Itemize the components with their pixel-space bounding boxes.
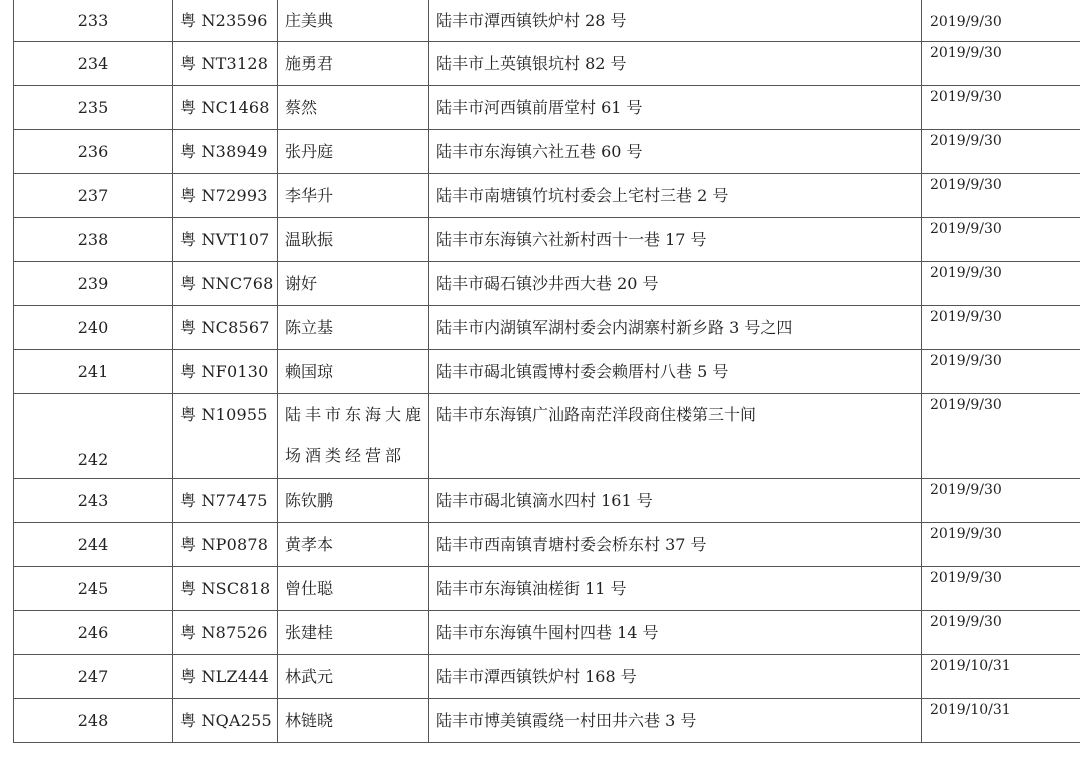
registration-table-sheet [13, 0, 1072, 743]
table-row [14, 611, 1080, 655]
owner-name: 陆丰市东海大鹿场酒类经营部 [278, 394, 429, 479]
owner-address: 陆丰市东海镇油槎街 11 号 [429, 567, 922, 611]
plate-number: 粤 N77475 [173, 479, 278, 523]
owner-address: 陆丰市内湖镇军湖村委会内湖寨村新乡路 3 号之四 [429, 306, 922, 350]
row-number: 236 [14, 130, 173, 174]
row-number: 239 [14, 262, 173, 306]
owner-name: 林链晓 [278, 699, 429, 743]
record-date: 2019/9/30 [922, 567, 1080, 611]
record-date: 2019/10/31 [922, 699, 1080, 743]
owner-address: 陆丰市上英镇银坑村 82 号 [429, 42, 922, 86]
plate-number: 粤 NVT107 [173, 218, 278, 262]
owner-address: 陆丰市碣石镇沙井西大巷 20 号 [429, 262, 922, 306]
plate-number: 粤 NQA255 [173, 699, 278, 743]
registration-table [13, 0, 1080, 743]
plate-number: 粤 NP0878 [173, 523, 278, 567]
table-row [14, 567, 1080, 611]
owner-address: 陆丰市西南镇青塘村委会桥东村 37 号 [429, 523, 922, 567]
owner-address: 陆丰市碣北镇霞博村委会赖厝村八巷 5 号 [429, 350, 922, 394]
row-number: 237 [14, 174, 173, 218]
owner-name: 陈立基 [278, 306, 429, 350]
row-number: 234 [14, 42, 173, 86]
plate-number: 粤 NC8567 [173, 306, 278, 350]
owner-name: 李华升 [278, 174, 429, 218]
owner-address: 陆丰市南塘镇竹坑村委会上宅村三巷 2 号 [429, 174, 922, 218]
owner-name: 曾仕聪 [278, 567, 429, 611]
table-row [14, 174, 1080, 218]
table-row [14, 479, 1080, 523]
record-date: 2019/9/30 [922, 479, 1080, 523]
owner-address: 陆丰市东海镇六社新村西十一巷 17 号 [429, 218, 922, 262]
record-date: 2019/9/30 [922, 130, 1080, 174]
plate-number: 粤 NC1468 [173, 86, 278, 130]
row-number: 233 [14, 0, 173, 42]
row-number: 247 [14, 655, 173, 699]
table-row [14, 655, 1080, 699]
record-date: 2019/9/30 [922, 42, 1080, 86]
owner-name: 庄美典 [278, 0, 429, 42]
table-row [14, 262, 1080, 306]
owner-name: 张建桂 [278, 611, 429, 655]
plate-number: 粤 NNC768 [173, 262, 278, 306]
table-row [14, 306, 1080, 350]
table-row [14, 699, 1080, 743]
record-date: 2019/9/30 [922, 262, 1080, 306]
record-date: 2019/9/30 [922, 174, 1080, 218]
plate-number: 粤 N23596 [173, 0, 278, 42]
row-number: 238 [14, 218, 173, 262]
row-number: 244 [14, 523, 173, 567]
owner-name: 黄孝本 [278, 523, 429, 567]
table-row [14, 0, 1080, 42]
record-date: 2019/9/30 [922, 306, 1080, 350]
owner-name: 谢好 [278, 262, 429, 306]
record-date: 2019/9/30 [922, 523, 1080, 567]
plate-number: 粤 N10955 [173, 394, 278, 479]
table-row [14, 130, 1080, 174]
owner-address: 陆丰市潭西镇铁炉村 28 号 [429, 0, 922, 42]
owner-name: 蔡然 [278, 86, 429, 130]
owner-address: 陆丰市河西镇前厝堂村 61 号 [429, 86, 922, 130]
row-number: 243 [14, 479, 173, 523]
row-number: 241 [14, 350, 173, 394]
owner-name: 林武元 [278, 655, 429, 699]
plate-number: 粤 N72993 [173, 174, 278, 218]
record-date: 2019/10/31 [922, 655, 1080, 699]
plate-number: 粤 NT3128 [173, 42, 278, 86]
owner-name: 赖国琼 [278, 350, 429, 394]
table-row [14, 86, 1080, 130]
record-date: 2019/9/30 [922, 611, 1080, 655]
table-row [14, 42, 1080, 86]
plate-number: 粤 N87526 [173, 611, 278, 655]
row-number: 240 [14, 306, 173, 350]
owner-name: 陈钦鹏 [278, 479, 429, 523]
owner-address: 陆丰市碣北镇滴水四村 161 号 [429, 479, 922, 523]
table-row [14, 350, 1080, 394]
table-row [14, 218, 1080, 262]
owner-address: 陆丰市东海镇六社五巷 60 号 [429, 130, 922, 174]
table-body [14, 0, 1080, 743]
plate-number: 粤 NSC818 [173, 567, 278, 611]
record-date: 2019/9/30 [922, 350, 1080, 394]
owner-name: 施勇君 [278, 42, 429, 86]
plate-number: 粤 N38949 [173, 130, 278, 174]
owner-address: 陆丰市潭西镇铁炉村 168 号 [429, 655, 922, 699]
row-number: 242 [14, 394, 173, 479]
owner-name: 温耿振 [278, 218, 429, 262]
owner-address: 陆丰市东海镇牛囤村四巷 14 号 [429, 611, 922, 655]
row-number: 245 [14, 567, 173, 611]
record-date: 2019/9/30 [922, 86, 1080, 130]
row-number: 235 [14, 86, 173, 130]
owner-address: 陆丰市博美镇霞绕一村田井六巷 3 号 [429, 699, 922, 743]
owner-name: 张丹庭 [278, 130, 429, 174]
table-row [14, 523, 1080, 567]
table-row [14, 394, 1080, 479]
record-date: 2019/9/30 [922, 0, 1080, 42]
row-number: 246 [14, 611, 173, 655]
record-date: 2019/9/30 [922, 394, 1080, 479]
plate-number: 粤 NF0130 [173, 350, 278, 394]
plate-number: 粤 NLZ444 [173, 655, 278, 699]
owner-address: 陆丰市东海镇广汕路南茫洋段商住楼第三十间 [429, 394, 922, 479]
row-number: 248 [14, 699, 173, 743]
record-date: 2019/9/30 [922, 218, 1080, 262]
